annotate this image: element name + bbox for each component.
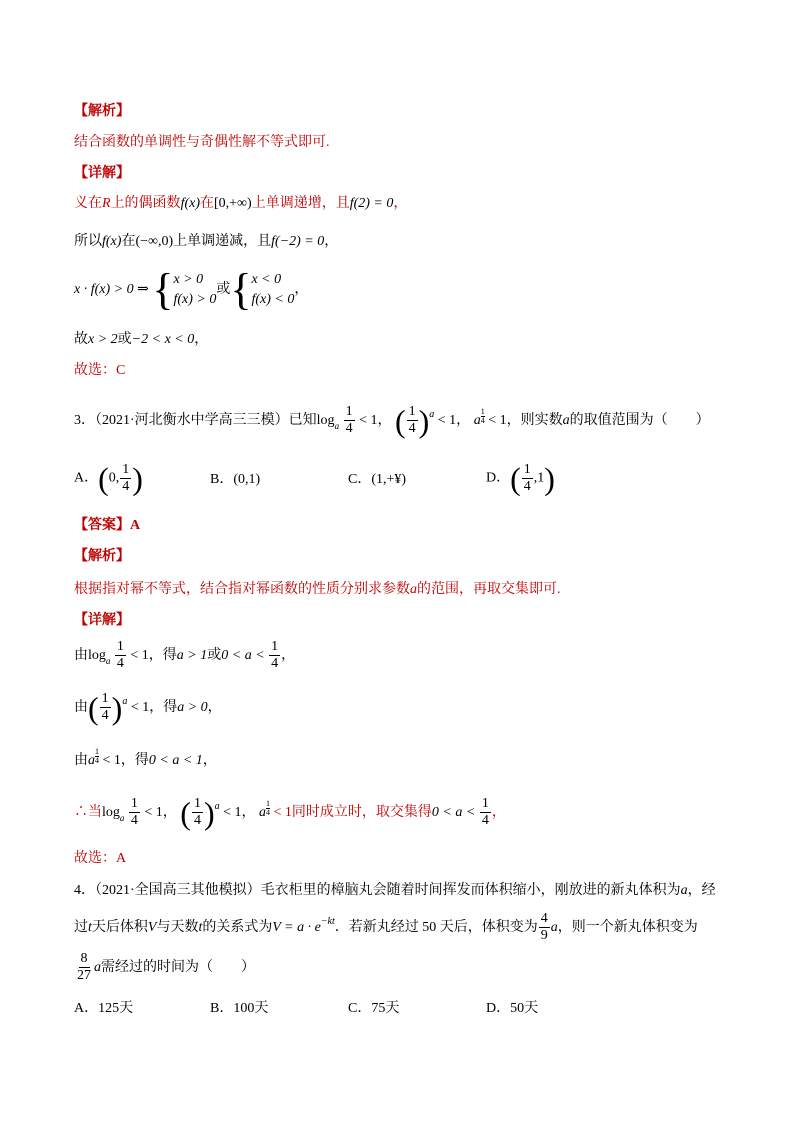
denominator: 4 xyxy=(523,479,531,494)
math-eq: f(−2) = 0 xyxy=(271,234,325,249)
option-label: D． xyxy=(486,1001,511,1016)
q3-source: 3．（2021·河北衡水中学高三三模）已知 xyxy=(74,413,317,428)
math-lhs: x · f(x) > 0 ⇒ xyxy=(74,282,149,298)
numerator: 1 xyxy=(101,691,109,707)
math: 0 < a < 1 xyxy=(148,753,203,768)
fraction-1-4 xyxy=(522,462,533,495)
paren: ( xyxy=(98,460,109,497)
detail-line-4 xyxy=(74,331,208,349)
denominator: 4 xyxy=(480,416,485,425)
q3-step-1 xyxy=(74,638,295,674)
math-a: a xyxy=(562,413,570,428)
text: < 1，则实数 xyxy=(488,413,563,428)
exp-fraction xyxy=(266,800,270,817)
detail-line-3 xyxy=(74,265,309,314)
text: < 1， xyxy=(223,805,256,820)
denominator: 4 xyxy=(408,421,416,437)
text: ， xyxy=(202,753,217,768)
q3-analysis-text xyxy=(74,581,561,599)
fraction-1-4 xyxy=(407,404,418,437)
q4-option-d[interactable] xyxy=(486,997,538,1017)
text: < 1， xyxy=(144,805,177,820)
option-label: A． xyxy=(74,1001,99,1016)
math: x > 2 xyxy=(88,332,118,347)
denominator: 4 xyxy=(345,421,353,437)
text: ∴当 xyxy=(74,805,102,820)
numerator: 1 xyxy=(130,796,138,812)
math-a: a xyxy=(94,960,101,975)
detail-heading: 【详解】 xyxy=(74,166,130,181)
text: < 1，得 xyxy=(130,648,177,663)
log-text: log xyxy=(88,648,106,663)
q4-stem-line-2 xyxy=(74,908,698,948)
text: 的取值范围为（ ） xyxy=(569,413,710,428)
math-fx: f(x) xyxy=(102,234,122,249)
option-content: (1,+¥) xyxy=(371,472,407,487)
q3-option-c[interactable] xyxy=(348,468,406,488)
option-label: A． xyxy=(74,470,99,486)
case-row: x > 0 xyxy=(173,272,204,287)
numerator: 4 xyxy=(540,911,548,927)
text: 由 xyxy=(74,753,88,768)
text: 或 xyxy=(216,282,231,298)
q4-stem-line-1 xyxy=(74,882,716,900)
option-content: (0,1) xyxy=(233,472,261,487)
choose-answer-prev: 故选：C xyxy=(74,363,126,378)
text: 或 xyxy=(207,648,222,663)
text: 义在 xyxy=(74,196,102,211)
q3-answer: 【答案】A xyxy=(74,518,141,533)
math: 0 < a < xyxy=(221,648,265,663)
text: ， xyxy=(281,648,296,663)
text: ， xyxy=(194,332,209,347)
log-base: a xyxy=(105,656,111,666)
math: −2 < x < 0 xyxy=(131,332,195,347)
denominator: 4 xyxy=(101,708,109,724)
text: 与天数 xyxy=(156,920,199,935)
text: ， xyxy=(393,196,408,211)
text: ， xyxy=(207,700,222,715)
exponent: a xyxy=(122,696,128,707)
denominator: 4 xyxy=(130,813,138,829)
paren: ) xyxy=(203,794,215,831)
fraction-1-4 xyxy=(120,462,131,495)
exponent: a xyxy=(214,801,220,812)
paren: ( xyxy=(88,689,99,726)
log-base: a xyxy=(119,813,125,823)
analysis-text: 结合函数的单调性与奇偶性解不等式即可. xyxy=(74,135,330,150)
math-V: V xyxy=(147,920,157,935)
text: 在 xyxy=(121,234,136,249)
text: 过 xyxy=(74,920,88,935)
q4-option-b[interactable] xyxy=(210,997,268,1017)
exponent: −kt xyxy=(320,916,335,927)
math-a: a xyxy=(680,883,688,898)
math-interval: (−∞,0) xyxy=(135,234,174,249)
denominator: 4 xyxy=(116,656,124,672)
numerator: 1 xyxy=(122,462,130,477)
denominator: 4 xyxy=(122,479,130,494)
q3-step-4 xyxy=(74,793,506,833)
text: < 1，得 xyxy=(102,753,149,768)
q3-detail-heading: 【详解】 xyxy=(74,613,130,628)
option-label: B． xyxy=(210,472,234,487)
numerator: 1 xyxy=(481,796,489,812)
numerator: 1 xyxy=(193,796,201,812)
math-t: t xyxy=(198,920,203,935)
text: 上单调递增，且 xyxy=(251,196,350,211)
numerator: 8 xyxy=(80,951,88,967)
case-row: f(x) < 0 xyxy=(251,292,295,307)
denominator: 4 xyxy=(266,808,271,817)
numerator: 1 xyxy=(95,747,99,756)
fraction-1-4 xyxy=(344,404,355,437)
text: 由 xyxy=(74,648,88,663)
fraction-1-4 xyxy=(100,691,111,724)
paren: ( xyxy=(510,460,521,497)
fraction-1-4 xyxy=(115,639,126,672)
option-text: 125天 xyxy=(98,1001,134,1016)
math: a > 0 xyxy=(177,700,208,715)
q3-step-2 xyxy=(74,688,222,728)
math-a: a xyxy=(259,805,267,820)
math-t: t xyxy=(88,920,92,935)
numerator: 1 xyxy=(266,799,271,808)
denominator: 27 xyxy=(77,968,91,984)
numerator: 1 xyxy=(116,639,124,655)
text: 在 xyxy=(200,196,214,211)
numerator: 1 xyxy=(480,407,485,416)
denominator: 4 xyxy=(271,656,279,672)
q3-option-a[interactable]: A．(0, $\frac{1}{4}$ ) xyxy=(74,460,143,497)
math-a: a xyxy=(473,413,481,428)
option-text: 75天 xyxy=(371,1001,400,1016)
q4-option-c[interactable] xyxy=(348,997,399,1017)
text: 故 xyxy=(74,332,88,347)
text: ， xyxy=(294,282,309,298)
math: a > 1 xyxy=(176,648,208,663)
detail-line-1 xyxy=(74,195,407,213)
exp-fraction xyxy=(481,408,485,425)
log-base: a xyxy=(334,421,340,431)
numerator: 1 xyxy=(271,639,279,655)
paren: ) xyxy=(544,460,555,497)
math-a: a xyxy=(550,920,558,935)
math-R: R xyxy=(102,196,111,211)
text: < 1， xyxy=(437,413,471,428)
text: 上单调递减，且 xyxy=(173,234,272,249)
option-label: C． xyxy=(348,1001,372,1016)
numerator: 1 xyxy=(408,404,416,420)
text: ， xyxy=(324,234,339,249)
log-text: log xyxy=(102,805,120,820)
text: 的关系式为 xyxy=(202,920,273,935)
text: 根据指对幂不等式，结合指对幂函数的性质分别求参数 xyxy=(74,582,410,597)
q4-stem-line-3 xyxy=(74,950,255,986)
q3-step-3 xyxy=(74,747,217,775)
math-eq: f(2) = 0 xyxy=(349,196,394,211)
math-interval: [0,+∞) xyxy=(214,196,252,211)
case-row: f(x) > 0 xyxy=(173,292,217,307)
q3-option-b[interactable] xyxy=(210,468,260,488)
option-text: 50天 xyxy=(510,1001,539,1016)
option-label: C． xyxy=(348,472,372,487)
math-a: a xyxy=(88,753,95,768)
fraction-1-4 xyxy=(480,796,491,829)
option-label: B． xyxy=(210,1001,234,1016)
denominator: 4 xyxy=(193,813,201,829)
option-label: D． xyxy=(486,470,511,486)
q3-stem xyxy=(74,403,710,439)
denominator: 4 xyxy=(481,813,489,829)
text: 需经过的时间为（ ） xyxy=(101,960,255,975)
paren: ) xyxy=(418,402,430,439)
paren: ) xyxy=(132,460,143,497)
text: < 1同时成立时，取交集得 xyxy=(273,805,432,820)
exponent: a xyxy=(429,409,435,420)
text: < 1，得 xyxy=(130,700,178,715)
denominator: 9 xyxy=(540,928,548,944)
log-text: log xyxy=(316,413,335,428)
math-a: a xyxy=(410,582,417,597)
paren: ( xyxy=(180,794,191,831)
text: ，经 xyxy=(687,883,716,898)
case-system-1: { x > 0 f(x) > 0 xyxy=(152,265,217,314)
text: 的范围，再取交集即可. xyxy=(417,582,561,597)
paren: ) xyxy=(111,689,123,726)
q4-option-a[interactable] xyxy=(74,997,133,1017)
analysis-heading: 【解析】 xyxy=(74,104,130,119)
text: ．若新丸经过 50 天后，体积变为 xyxy=(334,920,538,935)
text: 或 xyxy=(117,332,132,347)
text: 上的偶函数 xyxy=(110,196,181,211)
numerator: 1 xyxy=(345,404,353,420)
denominator: 4 xyxy=(95,756,99,765)
case-system-2: { x < 0 f(x) < 0 xyxy=(230,265,295,314)
text: 天后体积 xyxy=(91,920,148,935)
paren: ( xyxy=(394,402,406,439)
fraction-4-9 xyxy=(539,911,550,944)
text: 由 xyxy=(74,700,88,715)
fraction-1-4 xyxy=(129,796,140,829)
exp-fraction xyxy=(95,748,99,765)
q3-analysis-heading: 【解析】 xyxy=(74,549,130,564)
text: 所以 xyxy=(74,234,102,249)
text: ，则一个新丸体积变为 xyxy=(557,920,698,935)
q3-option-d[interactable]: D．( $\frac{1}{4}$ ,1) xyxy=(486,460,555,497)
numerator: 1 xyxy=(523,462,531,477)
math-fx: f(x) xyxy=(180,196,200,211)
detail-line-2 xyxy=(74,233,338,251)
case-row: x < 0 xyxy=(251,272,282,287)
text: 4．（2021·全国高三其他模拟）毛衣柜里的樟脑丸会随着时间挥发而体积缩小，刚放进的新丸体积为 xyxy=(74,883,681,898)
option-text: 100天 xyxy=(233,1001,269,1016)
text: < 1， xyxy=(359,413,392,428)
fraction-1-4 xyxy=(192,796,203,829)
fraction-8-27 xyxy=(75,951,93,984)
q3-choose: 故选：A xyxy=(74,851,127,866)
math-formula: V = a · e xyxy=(272,920,321,935)
fraction-1-4 xyxy=(269,639,280,672)
math: 0 < a < xyxy=(431,805,476,820)
text: ， xyxy=(491,805,506,820)
